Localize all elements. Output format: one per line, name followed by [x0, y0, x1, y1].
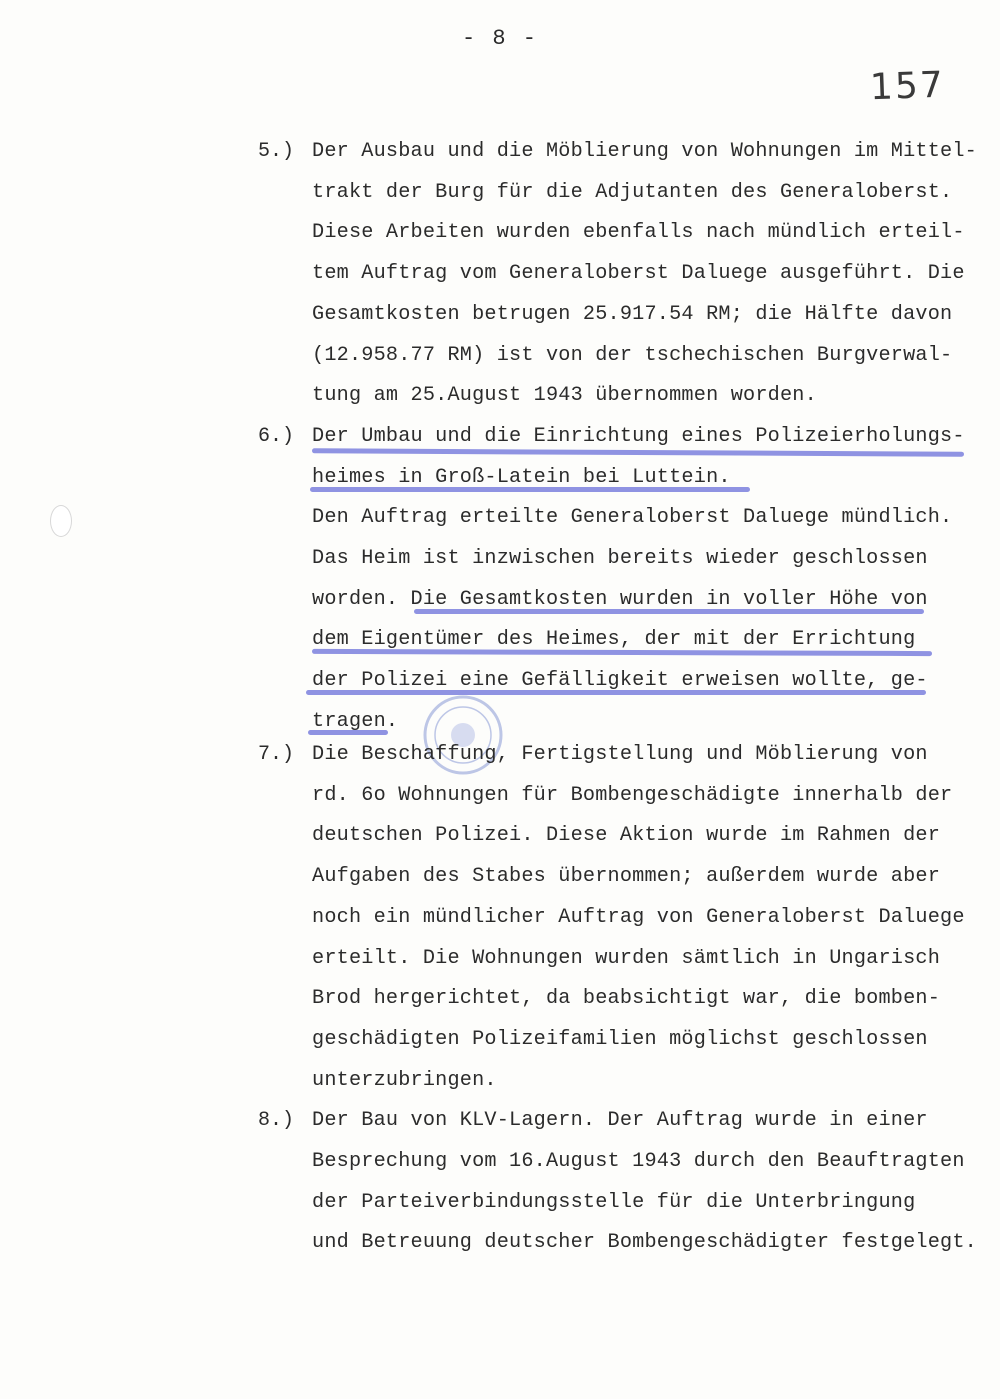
- item-line: tragen.: [312, 709, 399, 733]
- item-line: geschädigten Polizeifamilien möglichst geschlossen: [312, 1027, 928, 1051]
- item-line: rd. 6o Wohnungen für Bombengeschädigte innerhalb der: [312, 783, 953, 807]
- item-line: und Betreuung deutscher Bombengeschädigter festgelegt.: [312, 1231, 977, 1255]
- item-line: deutschen Polizei. Diese Aktion wurde im Rahmen der: [312, 824, 941, 848]
- item-line: Das Heim ist inzwischen bereits wieder geschlossen: [312, 547, 928, 570]
- item-line: Aufgaben des Stabes übernommen; außerdem wurde aber: [312, 865, 941, 889]
- item-line: der Parteiverbindungsstelle für die Unterbringung: [312, 1190, 916, 1214]
- item-line: worden. Die Gesamtkosten wurden in voller Höhe von: [312, 587, 928, 611]
- item-line: Der Ausbau und die Möblierung von Wohnungen im Mittel-: [312, 140, 977, 163]
- item-number: 5.): [258, 140, 295, 163]
- item-number: 8.): [258, 1109, 295, 1133]
- item-line: Diese Arbeiten wurden ebenfalls nach mündlich erteil-: [312, 221, 965, 245]
- item-line: Gesamtkosten betrugen 25.917.54 RM; die Hälfte davon: [312, 302, 953, 326]
- item-line: der Polizei eine Gefälligkeit erweisen wollte, ge-: [312, 669, 928, 693]
- item-line: Besprechung vom 16.August 1943 durch den Beauftragten: [312, 1150, 965, 1173]
- item-line: Brod hergerichtet, da beabsichtigt war, die bomben-: [312, 987, 941, 1011]
- item-line: noch ein mündlicher Auftrag von Generaloberst Daluege: [312, 905, 965, 929]
- item-line: Den Auftrag erteilte Generaloberst Daluege mündlich.: [312, 506, 953, 530]
- item-line: tung am 25.August 1943 übernommen worden.: [312, 384, 817, 408]
- item-line: (12.958.77 RM) ist von der tschechischen Burgverwal-: [312, 343, 953, 367]
- folio-number: 157: [869, 64, 946, 109]
- item-line: trakt der Burg für die Adjutanten des Generaloberst.: [312, 180, 953, 204]
- item-line: heimes in Groß-Latein bei Luttein.: [312, 465, 731, 489]
- item-line: tem Auftrag vom Generaloberst Daluege ausgeführt. Die: [312, 262, 965, 286]
- page-number: - 8 -: [461, 26, 538, 51]
- item-number: 7.): [258, 743, 295, 766]
- item-line: erteilt. Die Wohnungen wurden sämtlich in Ungarisch: [312, 946, 941, 970]
- item-line: Der Bau von KLV-Lagern. Der Auftrag wurde in einer: [312, 1109, 928, 1133]
- item-line: dem Eigentümer des Heimes, der mit der Errichtung: [312, 628, 916, 652]
- item-number: 6.): [258, 424, 295, 448]
- item-line: Die Beschaffung, Fertigstellung und Möblierung von: [312, 743, 928, 766]
- item-line: unterzubringen.: [312, 1068, 497, 1092]
- item-line: Der Umbau und die Einrichtung eines Polizeierholungs-: [312, 424, 965, 448]
